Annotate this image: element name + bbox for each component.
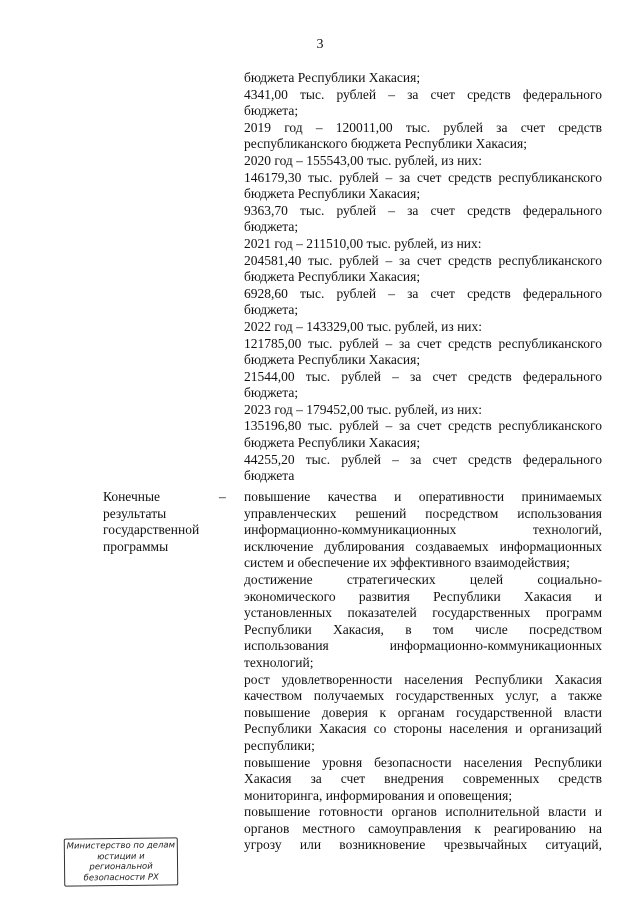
results-description	[244, 489, 602, 854]
results-line: Хакасия за счет внедрения современных средств	[244, 771, 602, 787]
results-line: достижение стратегических целей социально-	[244, 571, 602, 587]
results-label-line: программы	[103, 538, 169, 554]
stamp-line: Министерство по делам	[66, 840, 176, 852]
page-number: 3	[316, 37, 324, 52]
results-line: республики;	[244, 737, 315, 753]
results-label-line: государственной	[103, 522, 200, 538]
funding-line: 44255,20 тыс. рублей – за счет средств федерального	[244, 451, 602, 467]
funding-line: 4341,00 тыс. рублей – за счет средств федерального	[244, 86, 602, 102]
results-label-line: Конечные	[103, 489, 161, 504]
results-label-line: результаты	[103, 505, 167, 521]
funding-line: 2023 год – 179452,00 тыс. рублей, из них:	[244, 401, 483, 417]
funding-breakdown	[244, 70, 602, 485]
results-line: управленческих решений посредством использования	[244, 505, 602, 521]
results-line: повышение доверия к органам государственной власти	[244, 704, 602, 720]
results-line: качеством получаемых государственных услуг, а также	[244, 688, 602, 704]
funding-line: бюджета;	[244, 219, 299, 235]
funding-line: 2022 год – 143329,00 тыс. рублей, из них:	[244, 318, 483, 334]
results-line: экономического развития Республики Хакасия и	[244, 588, 602, 604]
ministry-stamp	[64, 837, 178, 886]
funding-line: 121785,00 тыс. рублей – за счет средств республиканского	[244, 335, 602, 351]
funding-line: 2019 год – 120011,00 тыс. рублей за счет средств	[244, 119, 602, 135]
stamp-line: безопасности РХ	[83, 872, 159, 883]
results-row-dash: –	[219, 489, 226, 504]
results-line: технологий;	[244, 654, 314, 670]
funding-line: бюджета Республики Хакасия;	[244, 352, 421, 368]
results-line: органов местного самоуправления к реагированию на	[244, 820, 602, 836]
funding-line: 6928,60 тыс. рублей – за счет средств федерального	[244, 285, 602, 301]
results-line: информационно-коммуникационных технологий,	[244, 522, 602, 538]
results-line: мониторинга, информирования и оповещения;	[244, 787, 513, 803]
results-line: исключение дублирования создаваемых информационных	[244, 538, 602, 554]
funding-line: республиканского бюджета Республики Хакасия;	[244, 136, 527, 152]
funding-line: 146179,30 тыс. рублей – за счет средств республиканского	[244, 169, 602, 185]
funding-line: 2020 год – 155543,00 тыс. рублей, из них:	[244, 152, 483, 168]
funding-line: бюджета;	[244, 385, 299, 401]
funding-line: бюджета;	[244, 302, 299, 318]
results-line: повышение готовности органов исполнительной власти и	[244, 804, 602, 820]
results-line: установленных показателей государственных программ	[244, 605, 602, 621]
funding-line: 21544,00 тыс. рублей – за счет средств федерального	[244, 368, 602, 384]
results-line: рост удовлетворенности населения Республики Хакасия	[244, 671, 602, 687]
results-line: Республики Хакасия, в том числе посредством	[244, 621, 602, 637]
results-line: повышение уровня безопасности населения Республики	[244, 754, 602, 770]
results-row-label	[103, 489, 213, 555]
results-line: использования информационно-коммуникационных	[244, 638, 602, 654]
funding-line: 2021 год – 211510,00 тыс. рублей, из них:	[244, 235, 482, 251]
funding-line: 9363,70 тыс. рублей – за счет средств федерального	[244, 202, 602, 218]
stamp-line: юстиции и региональной	[89, 851, 153, 873]
funding-line: бюджета;	[244, 103, 299, 119]
results-line: угрозу или возникновение чрезвычайных ситуаций,	[244, 837, 602, 853]
results-line: повышение качества и оперативности принимаемых	[244, 489, 602, 504]
funding-line: бюджета	[244, 468, 295, 484]
funding-line: бюджета Республики Хакасия;	[244, 186, 421, 202]
funding-line: 204581,40 тыс. рублей – за счет средств республиканского	[244, 252, 602, 268]
funding-line: 135196,80 тыс. рублей – за счет средств республиканского	[244, 418, 602, 434]
funding-line: бюджета Республики Хакасия;	[244, 70, 421, 85]
results-line: Республики Хакасия со стороны населения и организаций	[244, 721, 602, 737]
funding-line: бюджета Республики Хакасия;	[244, 269, 421, 285]
funding-line: бюджета Республики Хакасия;	[244, 435, 421, 451]
results-line: систем и обеспечение их эффективного взаимодействия;	[244, 555, 570, 571]
